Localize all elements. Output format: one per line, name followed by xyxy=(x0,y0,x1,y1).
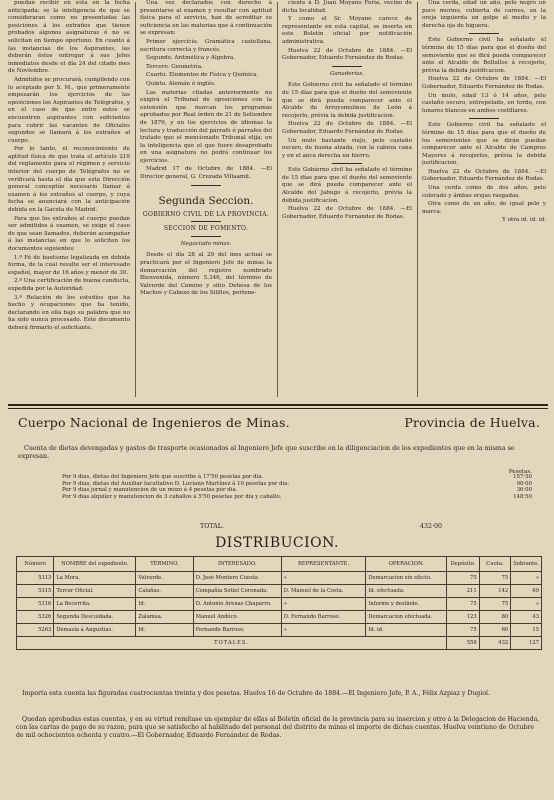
expense-lines xyxy=(62,474,532,500)
rule xyxy=(191,185,221,186)
paragraph: Admitidos se procurará, cumpliendo con lo aceptado por S. M., que primeramente empezarán los ejercicios de las oposiciones los Aspirantes de Telégrafos, y en el caso de que entre estos se encuentren aspirantes con suficientes para cubrir las vacantes de Oficiales segundos se llamará á los extraños al cuerpo. xyxy=(8,76,130,144)
rule xyxy=(332,163,362,164)
table-row: 5326 Segunda Descuidada. Zalamea. Manuel Andéco. D. Fernando Barroso. Demarcacion efectuada. 123 80 43 xyxy=(17,611,542,624)
paragraph: Las materias citadas anteriormente no exigirá el Tribunal de oposiciones con la extensión que marcan los programas aprobados por Real órden de 21 de Setiembre de 1876, y en los ejercicios de idiomas la lectura y traducción del párrafo ó párrafos del tratado que el mencionado Tribunal elija; en la inteligencia que el que fuere desaprobado en una asignatura no podrá continuar los ejercicios. xyxy=(140,89,272,164)
paragraph: Huelva 22 de Octubre de 1884. —El Gobernador, Eduardo Fernández de Rodas. xyxy=(422,76,546,90)
paragraph: Cuarto. Elementos de Física y Química. xyxy=(146,72,259,79)
subtitle: Negociado minas. xyxy=(180,240,232,247)
table-row: 5313 La Mora. Valverde. D. José Montero Cuesta » Demarcacion sin efecto. 75 75 » xyxy=(17,572,542,585)
section-title-right: Provincia de Huelva. xyxy=(404,415,540,430)
column-1 xyxy=(8,0,130,395)
paragraph: Otra como de un año, de igual pelo y marca. xyxy=(422,201,546,215)
footer-paragraph-1: Importa esta cuenta las figuradas cuatrocientas treinta y dos pesetas. Huelva 16 de Octubre de 1884.—El Ingeniero Jefe, P. A., Félix Azpiaz y Dugiol. xyxy=(22,690,490,697)
rule xyxy=(332,66,362,67)
paragraph: Quinto. Alemán ó inglés. xyxy=(146,80,216,87)
section-title: Segunda Seccion. xyxy=(158,194,254,207)
paragraph: Una cerda como de dos años, pelo colorado y ámbas orejas rasgadas. xyxy=(422,185,546,199)
totals-label: TOTALES. xyxy=(17,637,447,650)
expense-line: Por 9 dias jornal y manutencion de un mozo á 4 pesetas por dia. 36·00 xyxy=(62,487,532,493)
paragraph: Una vez declarados con derecho á presentarse al examen y resultar con aptitud física para el servicio, han de acreditar su suficiencia en las materias que á continuación se expresan: xyxy=(140,0,272,37)
section-separator xyxy=(8,408,548,409)
col-header: REPRESENTANTE. xyxy=(281,557,366,572)
total-deposito: 559 xyxy=(447,637,480,650)
fomento-title: SECCION DE FOMENTO. xyxy=(163,225,249,233)
paragraph: Primer ejercicio. Gramática castellana, escritura correcta y francés. xyxy=(140,38,272,53)
gov-title: GOBIERNO CIVIL DE LA PROVINCIA. xyxy=(142,210,270,218)
paragraph: Este Gobierno civil ha señalado el término de 15 días para que el dueño del semoviente que se dirá pueda comparecer ante el Alcalde de Bollullos á recojerlo, prévia la debida justificacion. xyxy=(422,37,546,74)
paragraph: ciente á D. Juan Moyano Feria, vecino de dicha localidad. xyxy=(282,0,412,14)
expense-line: Por 9 dias alquiler y manutencion de 3 caballos á 5'50 pesetas por dia y caballo. 148·50 xyxy=(62,493,532,500)
paragraph: 2.º Una certificación de buena conducta, expedida por la Autoridad. xyxy=(8,278,130,292)
col-header: NOMBRE del expediente. xyxy=(54,557,136,572)
paragraph: Este Gobierno civil ha señalado el término de 15 días para que el dueño del semoviente que se dirá pueda comparecer ante el Alcalde de Arroyomolinos de León á recojerlo, prévia la debida justificacion. xyxy=(282,82,412,119)
expense-line: Por 9 dias, dietas del Auxiliar facultativo D. Luciano Martínez á 10 pesetas por dia. 90·00 xyxy=(62,480,532,487)
subtitle: Ganaderías. xyxy=(329,70,365,77)
paragraph: Un mulo bastante viejo, pelo castaño oscuro, de buena alzada, con la cabeza cana y en el anca derecha un hierro. xyxy=(282,137,412,159)
table-row: 5315 Tercer Oficial. Calañas. Compañía Sotiel Coronada. D. Manuel de la Costa. Id. efectuada. 211 142 69 xyxy=(17,585,542,598)
table-row: 5316 La Becerrita. Id. D. Antonio Arenas Chaparro. » Informe y deslinde. 75 75 » xyxy=(17,598,542,611)
col-header: OPERACION. xyxy=(366,557,447,572)
table-header-row xyxy=(17,557,542,572)
col-header: Cuota. xyxy=(479,557,511,572)
column-4 xyxy=(422,0,546,395)
total-value: 432·00 xyxy=(420,523,443,530)
pesetas-header: Pesetas. xyxy=(508,469,532,475)
totals-row xyxy=(17,637,542,650)
paragraph: 3.º Relación de los estudios que ha hecho y ocupaciones que ha tenido, declarando en ella bajo su palabra que no ha sido nunca procesado. Este documento deberá firmarlo el solicitante. xyxy=(8,294,130,331)
column-divider xyxy=(277,2,278,397)
column-3 xyxy=(282,0,412,395)
section-title-left: Cuerpo Nacional de Ingenieros de Minas. xyxy=(18,415,290,430)
total-cuota: 432 xyxy=(479,637,511,650)
paragraph: Este Gobierno civil ha señalado el término de 15 días para que el dueño de los semovientes que se dirán puedan comparecer ante el Alcalde de Campres Mayores á recojerlos, prévia la debida justificacion. xyxy=(422,122,546,167)
rule xyxy=(469,118,499,119)
footer-paragraph-2: Quedan aprobadas estas cuentas, y en su virtud remítase un ejemplar de ellas al Boletín oficial de la provincia para su insercion y otro á la Delegacion de Hacienda, con las cartas de pago de su razon, para que se satisfecho al habilitado del personal del distrito de minas el importe de dichas cuentas. Huelva veintiuno de Octubre de mil ochocientos ochenta y cuatro.—El Gobernador, Eduardo Fernández de Rodas. xyxy=(16,716,540,739)
col-header: INTERESADO. xyxy=(193,557,281,572)
rule xyxy=(469,33,499,34)
paragraph: Huelva 22 de Octubre de 1884. —El Gobernador, Eduardo Fernández de Rodas. xyxy=(282,206,412,220)
paragraph: Y como el Sr. Moyano carece de representante en esta capital, se inserta en este Boletín oficial por notificación administrativa. xyxy=(282,16,412,45)
col-header: Sobrante. xyxy=(511,557,542,572)
paragraph: Madrid 17 de Octubre de 1884. —El Director general, G. Cruzada Villaamil. xyxy=(140,166,272,181)
distribution-table xyxy=(16,556,542,650)
paragraph: Por lo tanto, el reconocimiento de aptitud física de que trata el artículo 219 del reglamento para el régimen y servicio interior del cuerpo de Telégrafos no se verificará hasta el día que esta Dirección general conceptúe necesario llamar á examen á los extraños al cuerpo, y cuya fecha se anunciará con la anticipación debida en la Gaceta de Madrid. xyxy=(8,146,130,214)
paragraph: Un mulo, edad 13 ó 14 años, pelo castaño oscuro, entrepelado, en tordo, con lunares blancos en ambos costillares. xyxy=(422,92,546,114)
paragraph: Una cerda, edad un año, pelo negro un poco merino, cubierta de carnes, en la oreja izquierda un golpe al medio y la derecha oja de higuera. xyxy=(422,0,546,29)
paragraph: Este Gobierno civil ha señalado el término de 15 días para que el dueño del semoviente que se dirá pueda comparecer ante el Alcalde del Jabugo á recojerlo, prévia la debida justificacion. xyxy=(282,167,412,204)
column-2 xyxy=(140,0,272,395)
paragraph: puedan recibir en esta en la fecha anticipada; se la inteligencia de que se consideraran como no presentadas las posiciones á los extraños que tienen probados algunos asignaturas ó no se solicitan en tiempo oportuno. En cuanto á las instancias de los Aspirantes, las deberán éstos entregar á sus Jefes inmediatos desde el día 24 del citado mes de Noviembre. xyxy=(8,0,130,75)
total-sobrante: 127 xyxy=(511,637,542,650)
rule xyxy=(191,221,221,222)
account-description: Cuenta de dietas devengadas y gastos de trasporte ocasionados al Ingeniero Jefe que suscribe en la diligenciacion de los expedientes que en la misma se expresan. xyxy=(18,445,515,460)
column-divider xyxy=(417,2,418,397)
paragraph: Huelva 22 de Octubre de 1884. —El Gobernador, Eduardo Fernández de Rodas. xyxy=(282,121,412,135)
paragraph: Huelva 22 de Octubre de 1884. —El Gobernador, Eduardo Fernández de Rodas. xyxy=(422,168,546,183)
section-separator xyxy=(8,404,548,406)
paragraph: Segundo. Aritmética y Álgebra. xyxy=(146,55,236,62)
distribution-title: DISTRIBUCION. xyxy=(215,535,339,551)
column-divider xyxy=(135,2,136,397)
paragraph: Y otra id. id. id. xyxy=(502,217,546,224)
rule xyxy=(191,236,221,237)
paragraph: Huelva 22 de Octubre de 1884. —El Gobernador, Eduardo Fernández de Rodas. xyxy=(282,47,412,62)
paragraph: Tercero. Geometría. xyxy=(146,63,203,70)
total-label: TOTAL. xyxy=(200,523,224,530)
expense-line: Por 9 dias, dietas del Ingeniero Jefe que suscribe á 17'50 pesetas por dia. 157·50 xyxy=(62,474,532,480)
table-row: 5263 Demasía á Angustias. Id. Fernando Barroso. » Id. id. 75 60 15 xyxy=(17,624,542,637)
paragraph: 1.º Fé de bautismo legalizada en debida forma, de la cual resulte ser el interesado español, mayor de 16 años y menor de 30. xyxy=(8,254,130,276)
paragraph: Para que los extraños al cuerpo puedan ser admitidos á examen, se exige el caso de que sean llamados, deberán acompañar á las instancias en que lo soliciten los documentos siguientes: xyxy=(8,215,130,252)
col-header: TÉRMINO. xyxy=(136,557,193,572)
paragraph: Desde el día 28 al 29 del mes actual se practicará por el Ingeniero Jefe de minas la demarcación del registro nombrado Bienvenida, número 5.346, del término de Valverde del Camino y sitio Dehesa de los Machos y Cabezo de los Silillos, pertene- xyxy=(140,252,272,297)
col-header: Número xyxy=(17,557,54,572)
col-header: Depósito. xyxy=(447,557,480,572)
